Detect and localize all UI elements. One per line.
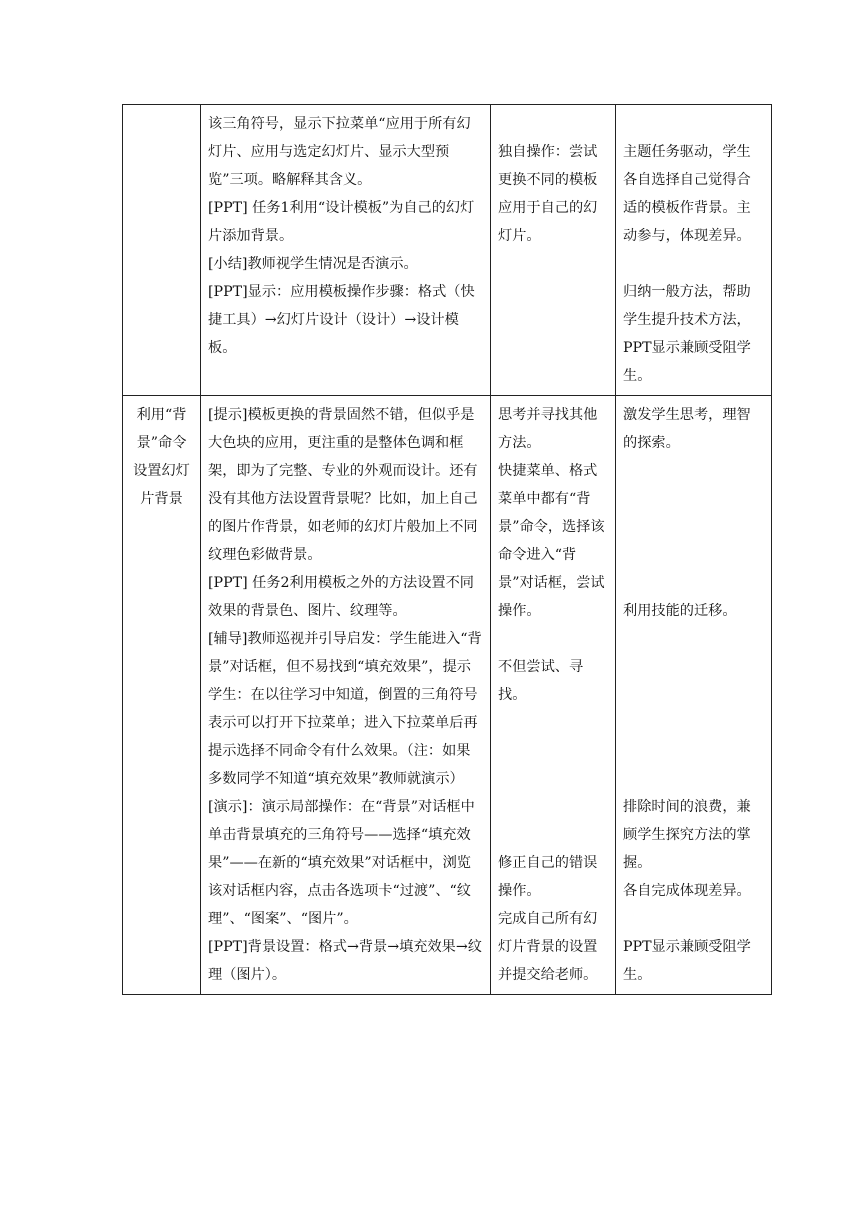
row1-design-intent-cell bbox=[616, 105, 772, 396]
row1-teacher-para-1: 该三角符号，显示下拉菜单“应用于所有幻灯片、应用与选定幻灯片、显示大型预览”三项。略解释其含义。 bbox=[208, 116, 471, 188]
row2-intent-para-4: 各自完成体现差异。 bbox=[623, 883, 751, 899]
row2-teacher-para-4: [演示]：演示局部操作：在“背景”对话框中单击背景填充的三角符号——选择“填充效果”——在新的“填充效果”对话框中，浏览该对话框内容，点击各选项卡“过渡”、“纹理”、“图案”、“图片”。 bbox=[208, 799, 475, 927]
table-row bbox=[123, 105, 772, 396]
row2-student-para-1: 思考并寻找其他方法。 bbox=[498, 407, 598, 451]
row1-intent-para-1: 主题任务驱动，学生各自选择自己觉得合适的模板作背景。主动参与，体现差异。 bbox=[623, 144, 751, 244]
row2-student-para-3: 不但尝试、寻找。 bbox=[498, 659, 584, 703]
row2-student-para-2: 快捷菜单、格式菜单中都有“背景”命令，选择该命令进入“背景”对话框，尝试操作。 bbox=[498, 463, 605, 619]
row2-student-activity-cell bbox=[491, 396, 616, 995]
row1-intent-para-2: 归纳一般方法，帮助学生提升技术方法，PPT显示兼顾受阻学生。 bbox=[623, 284, 751, 384]
row2-teacher-activity-cell bbox=[201, 396, 491, 995]
row2-intent-para-3: 排除时间的浪费，兼顾学生探究方法的掌握。 bbox=[623, 799, 751, 871]
row2-teacher-para-5: [PPT]背景设置：格式→背景→填充效果→纹理（图片）。 bbox=[208, 939, 482, 983]
row2-teacher-para-2: [PPT] 任务2利用模板之外的方法设置不同效果的背景色、图片、纹理等。 bbox=[208, 575, 474, 619]
row1-teacher-para-2: [PPT] 任务1利用“设计模板”为自己的幻灯片添加背景。 bbox=[208, 200, 475, 244]
row2-student-para-5: 完成自己所有幻灯片背景的设置并提交给老师。 bbox=[498, 911, 598, 983]
row1-student-para-1: 独自操作：尝试更换不同的模板应用于自己的幻灯片。 bbox=[498, 144, 598, 244]
row1-teacher-para-4: [PPT]显示：应用模板操作步骤：格式（快捷工具）→幻灯片设计（设计）→设计模板。 bbox=[208, 284, 475, 356]
row2-teacher-para-3: [辅导]教师巡视并引导启发：学生能进入“背景”对话框，但不易找到“填充效果”，提示学生：在以往学习中知道，倒置的三角符号表示可以打开下拉菜单；进入下拉菜单后再提示选择不同命令有什么效果。（注：如果多数同学不知道“填充效果”教师就演示） bbox=[208, 631, 482, 787]
row1-teacher-activity-cell bbox=[201, 105, 491, 396]
row2-design-intent-cell bbox=[616, 396, 772, 995]
table-row bbox=[123, 396, 772, 995]
row2-section-cell: 利用“背景”命令设置幻灯片背景 bbox=[123, 396, 201, 995]
lesson-plan-table bbox=[122, 104, 772, 995]
row2-teacher-para-1: [提示]模板更换的背景固然不错，但似乎是大色块的应用，更注重的是整体色调和框架，即为了完整、专业的外观而设计。还有没有其他方法设置背景呢？比如，加上自己的图片作背景，如老师的幻灯片般加上不同纹理色彩做背景。 bbox=[208, 407, 478, 563]
row1-teacher-para-3: [小结]教师视学生情况是否演示。 bbox=[208, 256, 418, 272]
row1-section-cell bbox=[123, 105, 201, 396]
row2-student-para-4: 修正自己的错误操作。 bbox=[498, 855, 598, 899]
row2-intent-para-1: 激发学生思考，理智的探索。 bbox=[623, 407, 751, 451]
row1-student-activity-cell bbox=[491, 105, 616, 396]
row2-intent-para-5: PPT显示兼顾受阻学生。 bbox=[623, 939, 751, 983]
row2-intent-para-2: 利用技能的迁移。 bbox=[623, 603, 737, 619]
